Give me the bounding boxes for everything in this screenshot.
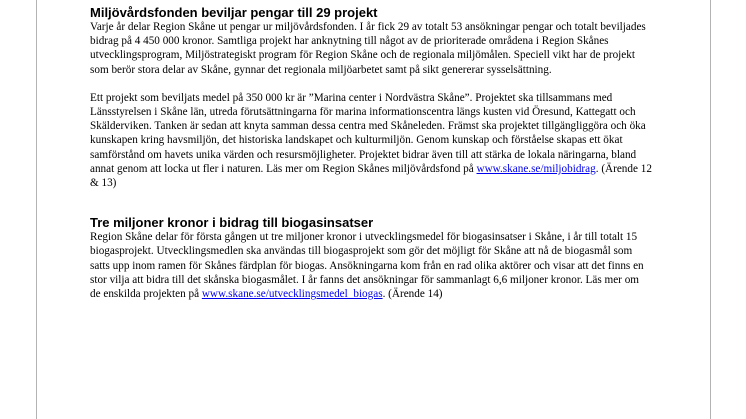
paragraph-text: Region Skåne delar för första gången ut tre miljoner kronor i utvecklingsmedel för biogasinsatser i Skåne, i år till totalt 15 biogasprojekt. Utvecklingsmedlen ska användas till biogasprojekt som gör det möjligt för Skåne att nå de biogasmål som satts upp inom ramen för Skånes färdplan för biogas. Ansökningarna kom från en rad olika aktörer och visar att det finns en stor vilja att bidra till det skånska biogasmålet. I år fanns det ansökningar för sammanlagt 6,6 miljoner kronor. Läs mer om de enskilda projekten på	[90, 231, 644, 301]
document-content	[90, 6, 652, 301]
case-reference: . (Ärende 14)	[382, 288, 443, 301]
case-reference: . (Ärende 12 & 13)	[90, 162, 652, 190]
article-paragraph: Varje år delar Region Skåne ut pengar ur miljövårdsfonden. I år fick 29 av totalt 53 ansökningar pengar och totalt beviljades bidrag på 4 450 000 kronor. Samtliga projekt har anknytning till något av de prioriterade områdena i Region Skånes utvecklingsprogram, Miljöstrategiskt program för Region Skåne och de regionala miljömålen. Speciell vikt har de projekt som berör stora delar av Skåne, gynnar det regionala miljöarbetet samt på sikt genererar sysselsättning.	[90, 21, 646, 76]
paragraph-spacer	[90, 77, 652, 91]
miljobidrag-link[interactable]: www.skane.se/miljobidrag	[476, 162, 596, 175]
article-paragraph	[90, 91, 652, 190]
paragraph-text: Ett projekt som beviljats medel på 350 000 kr är ”Marina center i Nordvästra Skåne”. Projektet ska tillsammans med Länsstyrelsen i Skåne län, utreda förutsättningarna för marina informationscentra längs kusten vid Öresund, Kattegatt och Skälderviken. Tanken är sedan att knyta samman dessa centra med Skåneleden. Främst ska projektet tillgängliggöra och öka kunskapen kring havsmiljön, det historiska landskapet och kulturmiljön. Genom kunskap och förståelse skapas ett ökat samförstånd om havets unika värden och resursmöjligheter. Projektet bidrar även till att stärka de lokala näringarna, bland annat genom att locka ut fler i naturen. Läs mer om Region Skånes miljövårdsfond på	[90, 91, 646, 175]
article-paragraph	[90, 230, 652, 301]
document-page	[36, 0, 711, 419]
article-heading: Tre miljoner kronor i bidrag till biogasinsatser	[90, 215, 374, 231]
biogas-link[interactable]: www.skane.se/utvecklingsmedel_biogas	[201, 288, 383, 301]
section-spacer	[90, 190, 652, 216]
article-heading: Miljövårdsfonden beviljar pengar till 29 projekt	[90, 5, 378, 20]
